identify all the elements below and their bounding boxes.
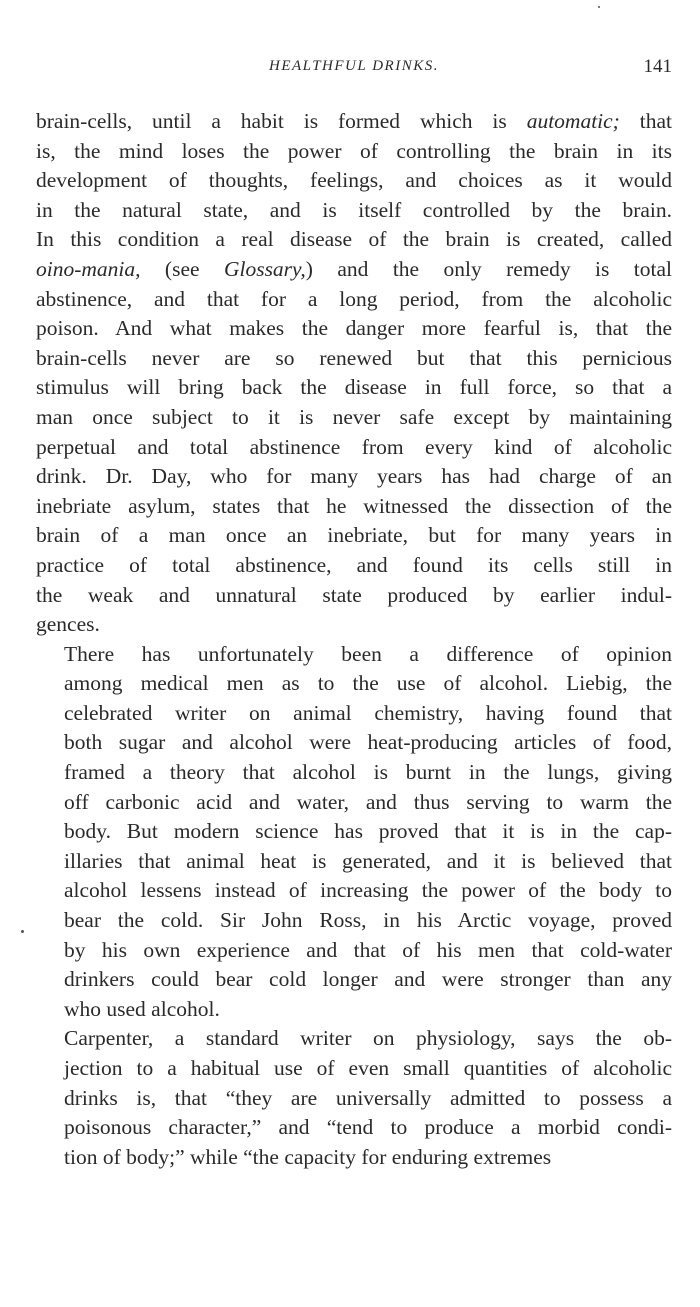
text-line: the weak and unnatural state produced by earlier indul- xyxy=(36,582,672,607)
text-line: is, the mind loses the power of controlling the brain in its xyxy=(36,138,672,163)
body-text xyxy=(36,107,672,1172)
paragraph xyxy=(36,1024,672,1172)
text-line: There has unfortunately been a difference of opinion xyxy=(64,641,672,666)
text-line: by his own experience and that of his men that cold-water xyxy=(64,937,672,962)
text-line: body. But modern science has proved that it is in the cap- xyxy=(64,819,672,844)
text-line: practice of total abstinence, and found its cells still in xyxy=(36,552,672,577)
text-line: poisonous character,” and “tend to produce a morbid condi- xyxy=(64,1115,672,1140)
text-line: alcohol lessens instead of increasing the power of the body to xyxy=(64,878,672,903)
print-speck xyxy=(21,930,24,933)
text-line: tion of body;” while “the capacity for enduring extremes xyxy=(64,1144,552,1169)
running-head xyxy=(36,58,672,82)
text-line: framed a theory that alcohol is burnt in the lungs, giving xyxy=(64,760,672,785)
text-line: drinks is, that “they are universally admitted to possess a xyxy=(64,1085,672,1110)
text-line: development of thoughts, feelings, and choices as it would xyxy=(36,168,672,193)
text-line: brain of a man once an inebriate, but for many years in xyxy=(36,523,672,548)
paragraph xyxy=(36,640,672,1025)
running-title: HEALTHFUL DRINKS. xyxy=(269,58,439,74)
text-line: drinkers could bear cold longer and were stronger than any xyxy=(64,967,672,992)
text-line: In this condition a real disease of the brain is created, called xyxy=(36,227,672,252)
text-line: gences. xyxy=(36,612,100,637)
text-line: inebriate asylum, states that he witnessed the dissection of the xyxy=(36,493,672,518)
italic-term: automatic; xyxy=(526,109,620,133)
text-line: off carbonic acid and water, and thus serving to warm the xyxy=(64,789,672,814)
text-line: oino-mania, (see Glossary,) and the only remedy is total xyxy=(36,256,672,281)
text-line: Carpenter, a standard writer on physiology, says the ob- xyxy=(64,1026,672,1051)
text-line: who used alcohol. xyxy=(64,996,220,1021)
page-number: 141 xyxy=(643,56,672,77)
text-line: stimulus will bring back the disease in full force, so that a xyxy=(36,375,672,400)
text-line: illaries that animal heat is generated, and it is believed that xyxy=(64,848,672,873)
italic-term: oino-mania, xyxy=(36,256,141,281)
text-line: jection to a habitual use of even small quantities of alcoholic xyxy=(64,1056,672,1080)
print-speck xyxy=(598,6,600,8)
text-line: brain-cells, until a habit is formed which is automatic; that xyxy=(36,109,672,133)
text-line: in the natural state, and is itself controlled by the brain. xyxy=(36,197,672,222)
text-line: both sugar and alcohol were heat-producing articles of food, xyxy=(64,730,672,755)
text-line: abstinence, and that for a long period, from the alcoholic xyxy=(36,286,672,311)
italic-term: Glossary, xyxy=(223,256,306,281)
text-line: poison. And what makes the danger more fearful is, that the xyxy=(36,316,672,341)
text-line: celebrated writer on animal chemistry, having found that xyxy=(64,700,672,725)
text-line: brain-cells never are so renewed but that this pernicious xyxy=(36,345,672,370)
paragraph xyxy=(36,107,672,640)
text-line: man once subject to it is never safe except by maintaining xyxy=(36,404,672,429)
text-line: among medical men as to the use of alcohol. Liebig, the xyxy=(64,671,672,696)
text-line: bear the cold. Sir John Ross, in his Arctic voyage, proved xyxy=(64,908,672,933)
text-line: perpetual and total abstinence from every kind of alcoholic xyxy=(36,434,672,459)
text-line: drink. Dr. Day, who for many years has had charge of an xyxy=(36,464,672,489)
